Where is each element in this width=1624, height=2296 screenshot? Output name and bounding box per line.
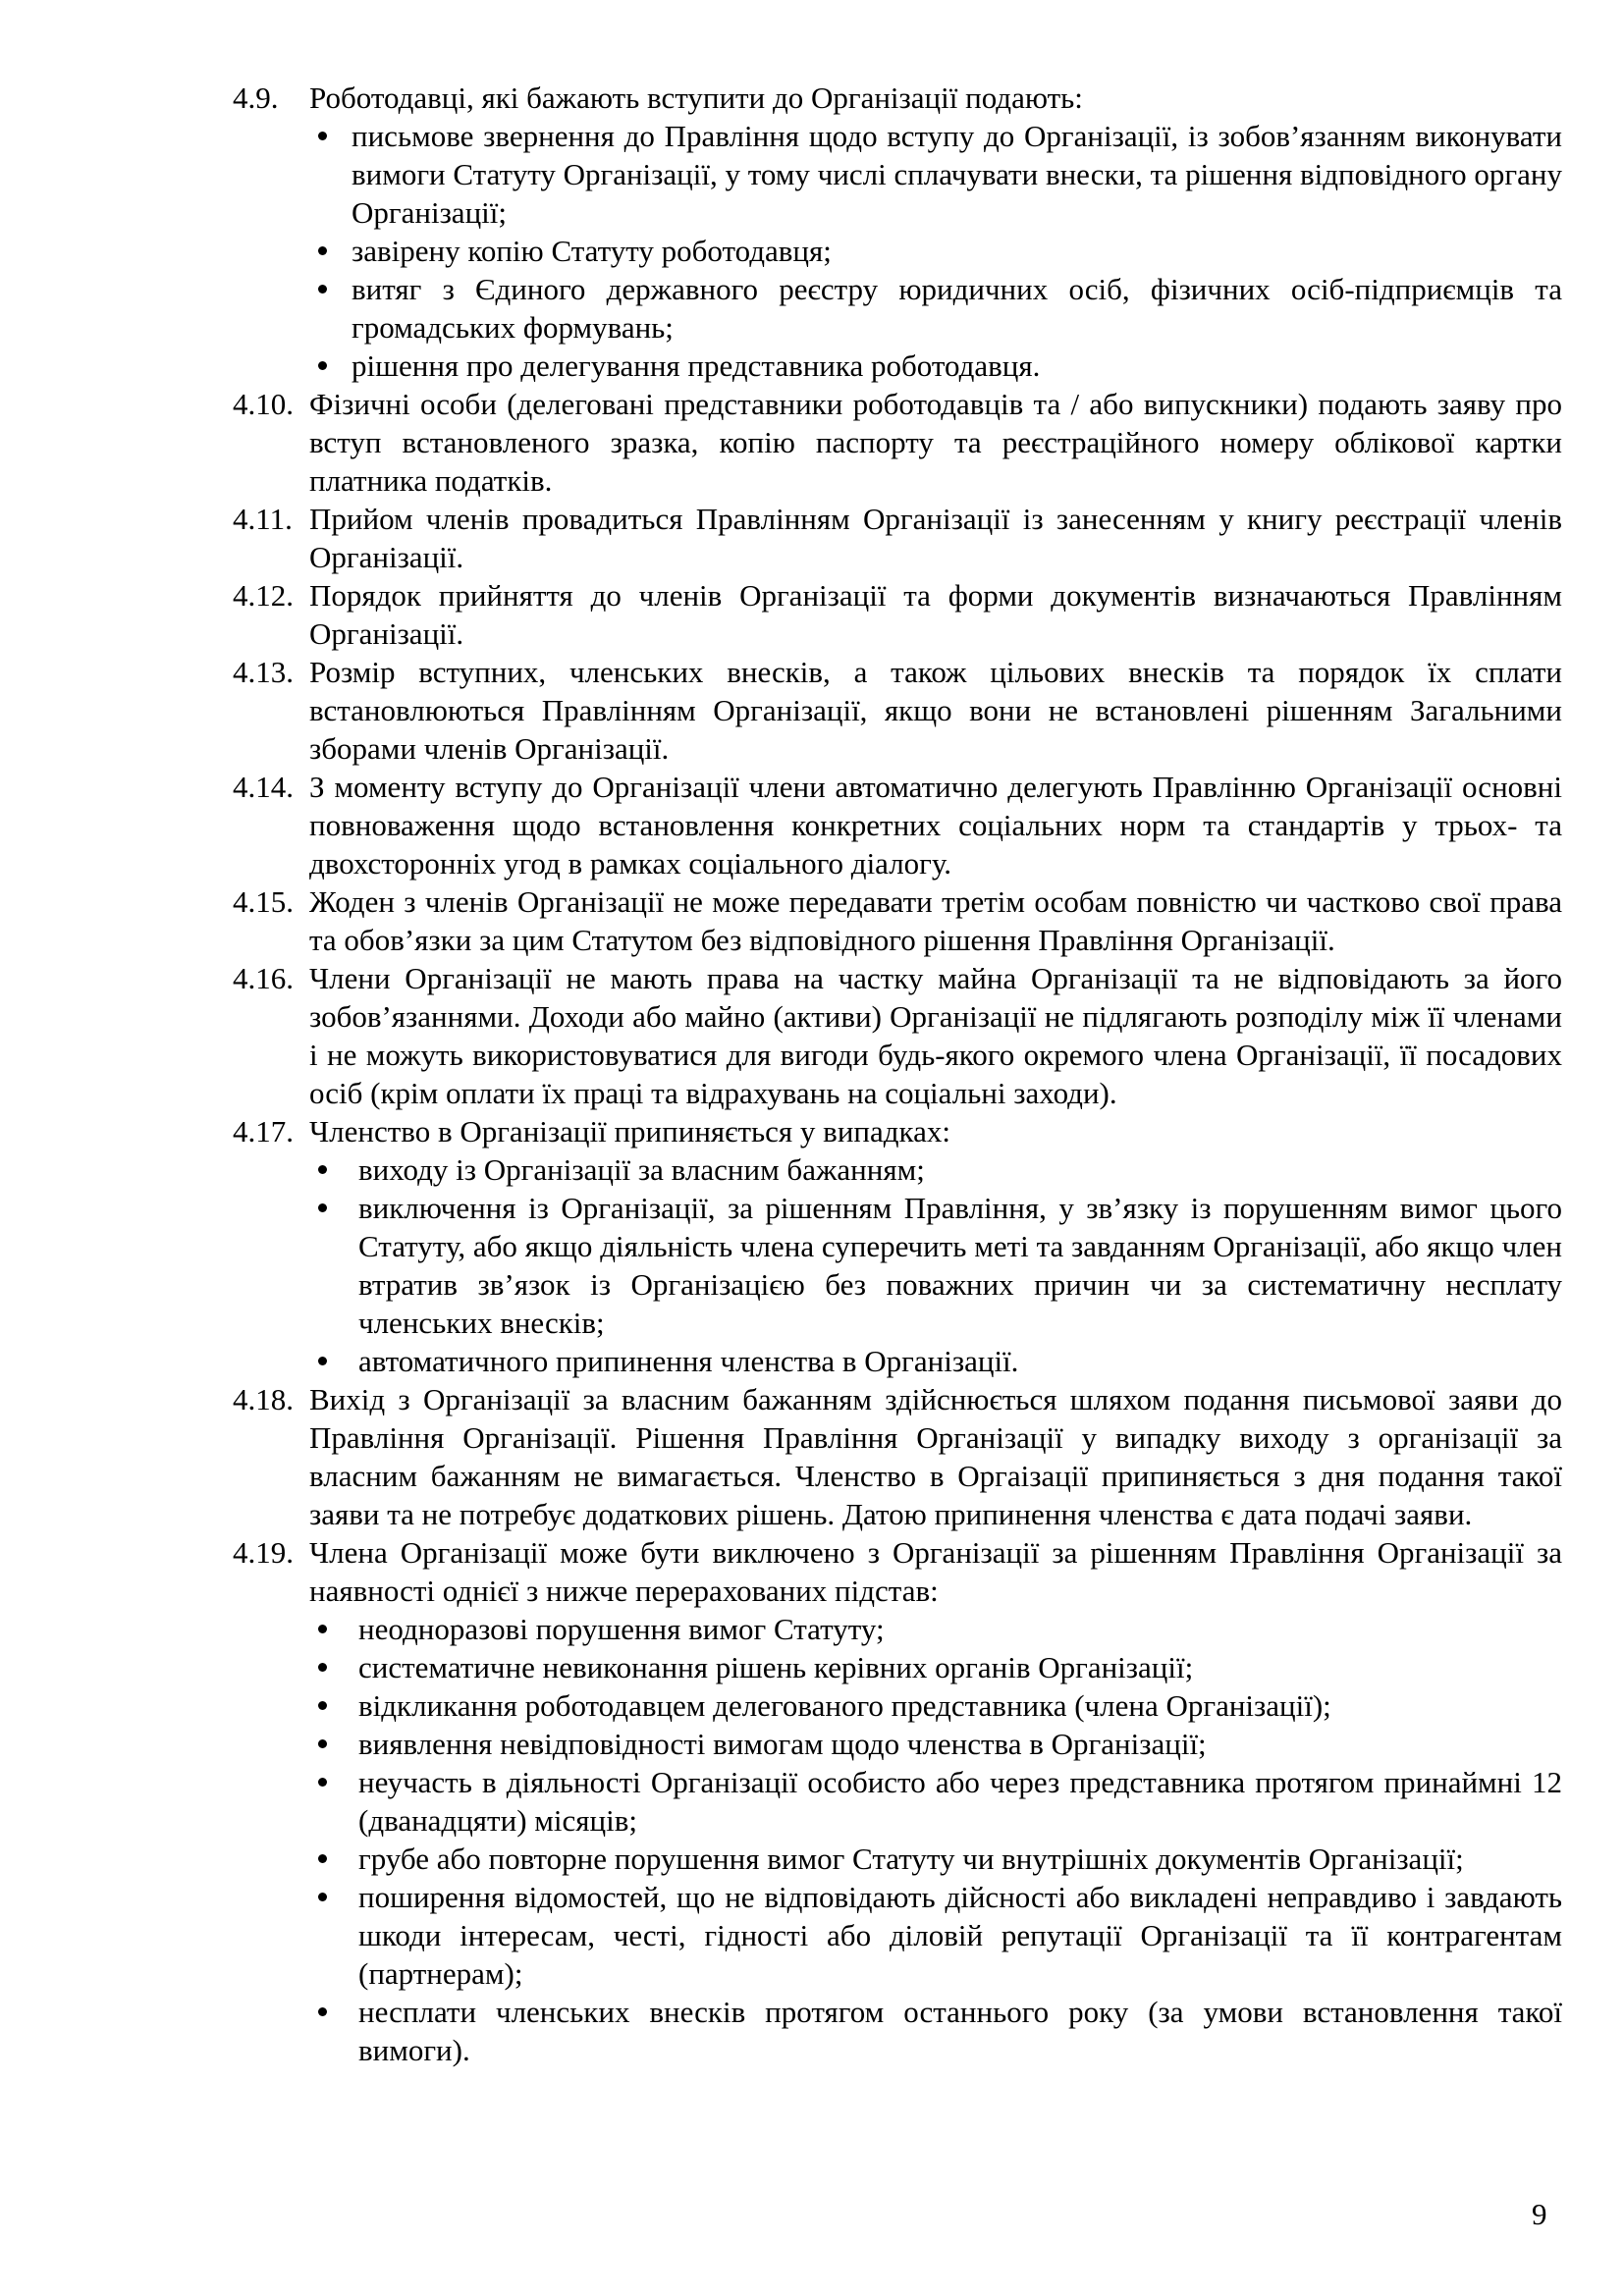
list-item-text: поширення відомостей, що не відповідають дійсності або викладені неправдиво і завдають шкоди інтересам, честі, гідності або діловій репутації Організації та її контрагентам (партнерам); — [358, 1880, 1562, 1991]
bullet-list — [309, 1610, 1562, 2069]
section-text: Прийом членів провадиться Правлінням Організації із занесенням у книгу реєстрації членів Організації. — [309, 502, 1562, 574]
section-text: Членство в Організації припиняється у випадках: — [309, 1114, 950, 1148]
section-number: 4.13. — [233, 655, 294, 689]
list-item — [309, 1610, 1562, 1648]
list-item-text: автоматичного припинення членства в Організації. — [358, 1344, 1019, 1378]
bullet-list — [309, 117, 1562, 385]
section-4-13 — [233, 653, 1562, 768]
section-text: Члени Організації не мають права на частку майна Організації та не відповідають за його зобов’язаннями. Доходи або майно (активи) Організації не підлягають розподілу між її членами і не можуть використовуватися для вигоди будь-якого окремого члена Організації, її посадових осіб (крім оплати їх праці та відрахувань на соціальні заходи). — [309, 961, 1562, 1110]
list-item — [309, 232, 1562, 270]
section-number: 4.11. — [233, 502, 293, 536]
section-number: 4.15. — [233, 884, 294, 919]
section-number: 4.12. — [233, 578, 294, 613]
section-4-10 — [233, 385, 1562, 500]
section-4-9 — [233, 79, 1562, 385]
list-item-text: несплати членських внесків протягом останнього року (за умови встановлення такої вимоги). — [358, 1995, 1562, 2067]
section-4-16 — [233, 959, 1562, 1112]
section-4-14 — [233, 768, 1562, 882]
section-4-12 — [233, 576, 1562, 653]
section-number: 4.9. — [233, 80, 279, 115]
list-item — [309, 270, 1562, 347]
section-text: Розмір вступних, членських внесків, а також цільових внесків та порядок їх сплати встановлюються Правлінням Організації, якщо вони не встановлені рішенням Загальними зборами членів Організації. — [309, 655, 1562, 766]
section-text: Роботодавці, які бажають вступити до Організації подають: — [309, 80, 1083, 115]
bullet-icon — [318, 132, 327, 140]
list-item-text: витяг з Єдиного державного реєстру юридичних осіб, фізичних осіб-підприємців та громадських формувань; — [352, 272, 1562, 345]
section-4-11 — [233, 500, 1562, 576]
bullet-icon — [318, 1854, 327, 1863]
list-item — [309, 1763, 1562, 1840]
list-item-text: грубе або повторне порушення вимог Статуту чи внутрішніх документів Організації; — [358, 1842, 1464, 1876]
list-item — [309, 1878, 1562, 1993]
list-item — [309, 117, 1562, 232]
list-item — [309, 1993, 1562, 2069]
list-item — [309, 1840, 1562, 1878]
list-item-text: виходу із Організації за власним бажанням; — [358, 1152, 925, 1187]
list-item-text: систематичне невиконання рішень керівних органів Організації; — [358, 1650, 1194, 1684]
section-number: 4.17. — [233, 1114, 294, 1148]
bullet-icon — [318, 1625, 327, 1633]
list-item — [309, 347, 1562, 385]
list-item — [309, 1189, 1562, 1342]
bullet-icon — [318, 1739, 327, 1748]
list-item-text: рішення про делегування представника роботодавця. — [352, 348, 1041, 383]
bullet-icon — [318, 1701, 327, 1710]
section-4-15 — [233, 882, 1562, 959]
section-number: 4.16. — [233, 961, 294, 995]
bullet-icon — [318, 1357, 327, 1365]
list-item — [309, 1648, 1562, 1686]
list-item-text: виявлення невідповідності вимогам щодо членства в Організації; — [358, 1727, 1207, 1761]
list-item-text: завірену копію Статуту роботодавця; — [352, 234, 832, 268]
section-number: 4.19. — [233, 1535, 294, 1570]
section-4-18 — [233, 1380, 1562, 1533]
bullet-icon — [318, 285, 327, 294]
section-text: Фізичні особи (делеговані представники роботодавців та / або випускники) подають заяву про вступ встановленого зразка, копію паспорту та реєстраційного номеру облікової картки платника податків. — [309, 387, 1562, 498]
list-item — [309, 1686, 1562, 1725]
bullet-list — [309, 1150, 1562, 1380]
section-text: Члена Організації може бути виключено з Організації за рішенням Правління Організації за наявності однієї з нижче перерахованих підстав: — [309, 1535, 1562, 1608]
section-text: З моменту вступу до Організації члени автоматично делегують Правлінню Організації основні повноваження щодо встановлення конкретних соціальних норм та стандартів у трьох- та двохсторонніх угод в рамках соціального діалогу. — [309, 770, 1562, 881]
bullet-icon — [318, 246, 327, 255]
section-text: Порядок прийняття до членів Організації та форми документів визначаються Правлінням Організації. — [309, 578, 1562, 651]
bullet-icon — [318, 361, 327, 370]
section-text: Жоден з членів Організації не може передавати третім особам повністю чи частково свої права та обов’язки за цим Статутом без відповідного рішення Правління Організації. — [309, 884, 1562, 957]
section-text: Вихід з Організації за власним бажанням здійснюється шляхом подання письмової заяви до Правління Організації. Рішення Правління Організації у випадку виходу з організації за власним бажанням не вимагається. Членство в Оргаізації припиняється з дня подання такої заяви та не потребує додаткових рішень. Датою припинення членства є дата подачі заяви. — [309, 1382, 1562, 1531]
bullet-icon — [318, 1663, 327, 1672]
list-item — [309, 1342, 1562, 1380]
document-body — [233, 79, 1562, 2069]
bullet-icon — [318, 1893, 327, 1901]
bullet-icon — [318, 2007, 327, 2016]
section-number: 4.14. — [233, 770, 294, 804]
list-item-text: відкликання роботодавцем делегованого представника (члена Організації); — [358, 1688, 1331, 1723]
bullet-icon — [318, 1203, 327, 1212]
section-4-19 — [233, 1533, 1562, 2069]
list-item — [309, 1150, 1562, 1189]
section-4-17 — [233, 1112, 1562, 1380]
page-number: 9 — [1532, 2197, 1547, 2231]
list-item-text: письмове звернення до Правління щодо вступу до Організації, із зобов’язанням виконувати вимоги Статуту Організації, у тому числі сплачувати внески, та рішення відповідного органу Організації; — [352, 119, 1562, 230]
bullet-icon — [318, 1165, 327, 1174]
section-number: 4.18. — [233, 1382, 294, 1416]
list-item — [309, 1725, 1562, 1763]
list-item-text: виключення із Організації, за рішенням Правління, у зв’язку із порушенням вимог цього Статуту, або якщо діяльність члена суперечить меті та завданням Організації, або якщо член втратив зв’язок із Організацією без поважних причин чи за систематичну несплату членських внесків; — [358, 1191, 1562, 1340]
list-item-text: неодноразові порушення вимог Статуту; — [358, 1612, 885, 1646]
list-item-text: неучасть в діяльності Організації особисто або через представника протягом принаймні 12 (дванадцяти) місяців; — [358, 1765, 1562, 1838]
section-number: 4.10. — [233, 387, 294, 421]
bullet-icon — [318, 1778, 327, 1787]
